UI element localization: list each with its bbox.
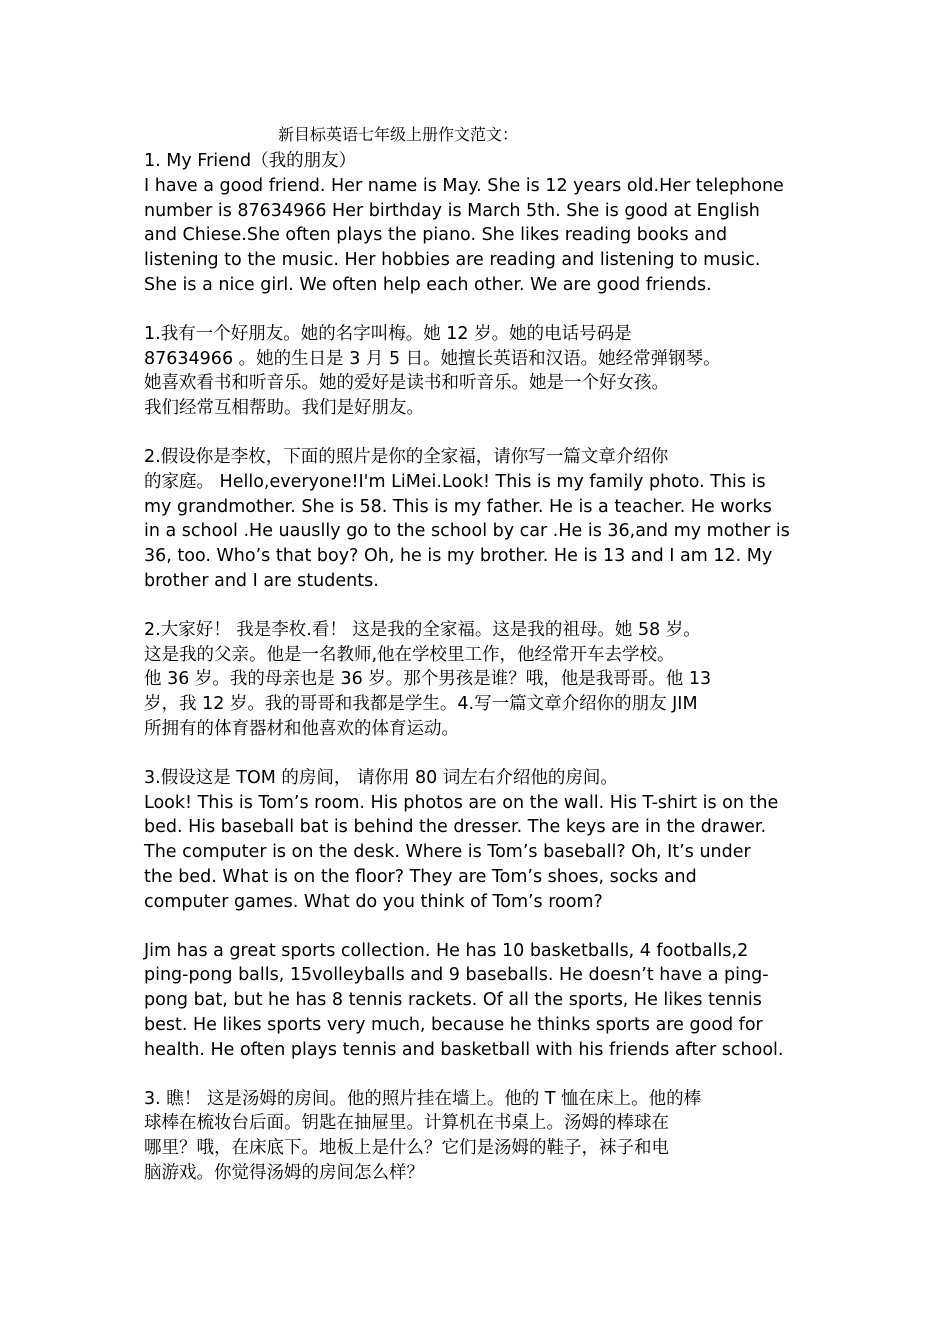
section3-english-essay: Look! This is Tom’s room. His photos are on the wall. His T-shirt is on the bed. His baseball bat is behind the dresser. The keys are in the drawer. The computer is on the desk. Where is Tom’s baseball? Oh, It’s under the bed. What is on the floor? They are Tom’s shoes, socks and computer games. What do you think of Tom’s room? xyxy=(144,792,779,912)
section1-chinese-translation: 1.我有一个好朋友。她的名字叫梅。她 12 岁。她的电话号码是 87634966 。她的生日是 3 月 5 日。她擅长英语和汉语。她经常弹钢琴。 她喜欢看书和听音乐。她的爱好是读书和听音乐。她是一个好女孩。 我们经常互相帮助。我们是好朋友。 xyxy=(144,323,721,419)
section2-english-essay: 2.假设你是李枚，下面的照片是你的全家福，请你写一篇文章介绍你 的家庭。 Hello,everyone!I'm LiMei.Look! This is my family photo. This is my grandmother. She is 58. This is my father. He is a teacher. He works in a school .He uauslly go to the school by car .He is 36,and my mother is 36, too. Who’s that boy? Oh, he is my brother. He is 13 and I am 12. My brother and I are students. xyxy=(144,446,790,591)
section4-english-essay: Jim has a great sports collection. He has 10 basketballs, 4 footballs,2 ping-pong balls, 15volleyballs and 9 baseballs. He doesn’t have a ping- pong bat, but he has 8 tennis rackets. Of all the sports, He likes tennis best. He likes sports very much, because he thinks sports are good for health. He often plays tennis and basketball with his friends after school. xyxy=(144,940,784,1060)
section1-english-essay: I have a good friend. Her name is May. She is 12 years old.Her telephone number is 87634966 Her birthday is March 5th. She is good at English and Chiese.She often plays the piano. She likes reading books and listening to the music. Her hobbies are reading and listening to music. She is a nice girl. We often help each other. We are good friends. xyxy=(144,175,784,295)
section3-chinese-translation: 3. 瞧！ 这是汤姆的房间。他的照片挂在墙上。他的 T 恤在床上。他的棒 球棒在梳妆台后面。钥匙在抽屉里。计算机在书桌上。汤姆的棒球在 哪里？哦，在床底下。地板上是什么？它们是汤姆的鞋子，袜子和电 脑游戏。你觉得汤姆的房间怎么样？ xyxy=(144,1088,702,1183)
document-title: 新目标英语七年级上册作文范文： xyxy=(278,125,519,144)
section3-heading: 3.假设这是 TOM 的房间， 请你用 80 词左右介绍他的房间。 xyxy=(144,767,618,788)
section1-heading: 1. My Friend（我的朋友） xyxy=(144,151,357,171)
section2-chinese-translation: 2.大家好！ 我是李枚.看！ 这是我的全家福。这是我的祖母。她 58 岁。 这是我的父亲。他是一名教师,他在学校里工作，他经常开车去学校。 他 36 岁。我的母亲也是 36 岁。那个男孩是谁？哦，他是我哥哥。他 13 岁，我 12 岁。我的哥哥和我都是学生。4.写一篇文章介绍你的朋友 JIM 所拥有的体育器材和他喜欢的体育运动。 xyxy=(144,619,712,739)
document-body xyxy=(144,124,814,1210)
